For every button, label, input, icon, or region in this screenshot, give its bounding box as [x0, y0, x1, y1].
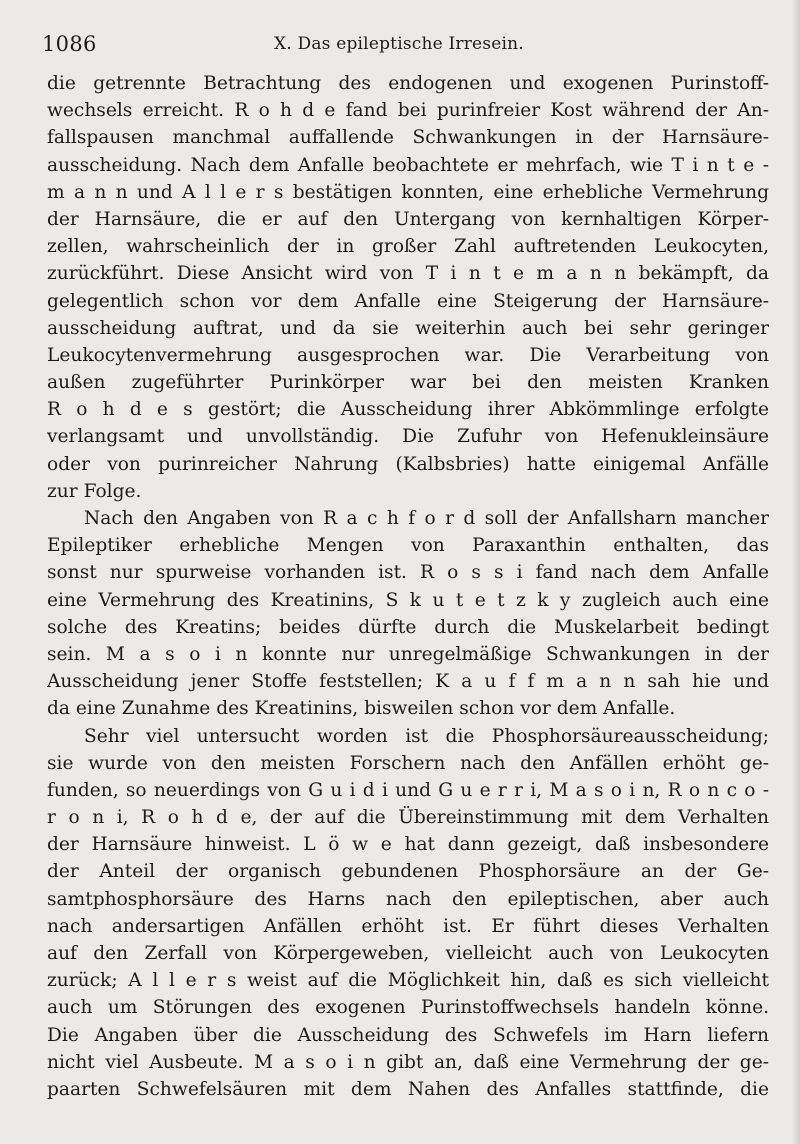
text-line: Leukocytenvermehrung ausgesprochen war. Die Verarbeitung von — [47, 344, 769, 366]
text-line: R o h d e s gestört; die Ausscheidung ihrer Abkömmlinge erfolgte — [47, 399, 769, 421]
text-line: eine Vermehrung des Kreatinins, S k u t e t z k y zugleich auch eine — [47, 589, 769, 611]
text-line: der Anteil der organisch gebundenen Phosphorsäure an der Ge- — [47, 861, 769, 883]
body-text — [47, 70, 769, 1103]
text-line: nach andersartigen Anfällen erhöht ist. Er führt dieses Verhalten — [47, 915, 769, 937]
text-line: solche des Kreatins; beides dürfte durch die Muskelarbeit bedingt — [47, 616, 769, 638]
text-line: nicht viel Ausbeute. M a s o i n gibt an, daß eine Vermehrung der ge- — [47, 1051, 769, 1073]
text-line: Sehr viel untersucht worden ist die Phosphorsäureausscheidung; — [84, 725, 769, 747]
text-line: m a n n und A l l e r s bestätigen konnten, eine erhebliche Vermehrung — [47, 181, 769, 203]
text-line: r o n i, R o h d e, der auf die Übereinstimmung mit dem Verhalten — [47, 807, 769, 829]
text-line: funden, so neuerdings von G u i d i und G u e r r i, M a s o i n, R o n c o - — [47, 779, 769, 801]
text-line: zur Folge. — [47, 480, 142, 502]
page-edge-shadow — [792, 0, 800, 1144]
text-line: Die Angaben über die Ausscheidung des Schwefels im Harn liefern — [47, 1024, 769, 1046]
text-line: zurück; A l l e r s weist auf die Möglichkeit hin, daß es sich vielleicht — [47, 970, 769, 992]
text-line: sonst nur spurweise vorhanden ist. R o s s i fand nach dem Anfalle — [47, 562, 769, 584]
text-line: sein. M a s o i n konnte nur unregelmäßige Schwankungen in der — [47, 643, 769, 665]
text-line: auch um Störungen des exogenen Purinstoffwechsels handeln könne. — [47, 997, 769, 1019]
text-line: Nach den Angaben von R a c h f o r d soll der Anfallsharn mancher — [84, 508, 769, 529]
text-line: wechsels erreicht. R o h d e fand bei purinfreier Kost während der An- — [47, 100, 769, 122]
text-line: ausscheidung auftrat, und da sie weiterhin auch bei sehr geringer — [47, 317, 769, 339]
text-line: ausscheidung. Nach dem Anfalle beobachtete er mehrfach, wie T i n t e - — [47, 154, 769, 176]
text-line: zellen, wahrscheinlich der in großer Zahl auftretenden Leukocyten, — [47, 236, 769, 258]
text-line: oder von purinreicher Nahrung (Kalbsbries) hatte einigemal Anfälle — [47, 453, 769, 475]
text-line: verlangsamt und unvollständig. Die Zufuhr von Hefenukleinsäure — [47, 426, 769, 448]
text-line: der Harnsäure hinweist. L ö w e hat dann gezeigt, daß insbesondere — [47, 834, 769, 856]
text-line: auf den Zerfall von Körpergeweben, vielleicht auch von Leukocyten — [47, 943, 769, 964]
text-line: sie wurde von den meisten Forschern nach den Anfällen erhöht ge- — [47, 752, 769, 774]
text-line: da eine Zunahme des Kreatinins, bisweilen schon vor dem Anfalle. — [47, 698, 676, 720]
page-header — [42, 32, 764, 60]
text-line: die getrennte Betrachtung des endogenen und exogenen Purinstoff- — [47, 73, 769, 94]
text-line: Epileptiker erhebliche Mengen von Paraxanthin enthalten, das — [47, 535, 769, 557]
text-line: fallspausen manchmal auffallende Schwankungen in der Harnsäure- — [47, 127, 769, 149]
text-line: gelegentlich schon vor dem Anfalle eine Steigerung der Harnsäure- — [47, 290, 769, 312]
page-number: 1086 — [42, 32, 97, 56]
text-line: zurückführt. Diese Ansicht wird von T i n t e m a n n bekämpft, da — [47, 263, 769, 285]
running-head: X. Das epileptische Irresein. — [274, 34, 524, 54]
text-line: Ausscheidung jener Stoffe feststellen; K a u f f m a n n sah hie und — [47, 671, 769, 693]
text-line: paarten Schwefelsäuren mit dem Nahen des Anfalles stattfinde, die — [47, 1078, 769, 1100]
text-line: außen zugeführter Purinkörper war bei den meisten Kranken — [47, 372, 769, 394]
text-line: der Harnsäure, die er auf den Untergang von kernhaltigen Körper- — [47, 208, 769, 230]
text-line: samtphosphorsäure des Harns nach den epileptischen, aber auch — [47, 888, 769, 910]
